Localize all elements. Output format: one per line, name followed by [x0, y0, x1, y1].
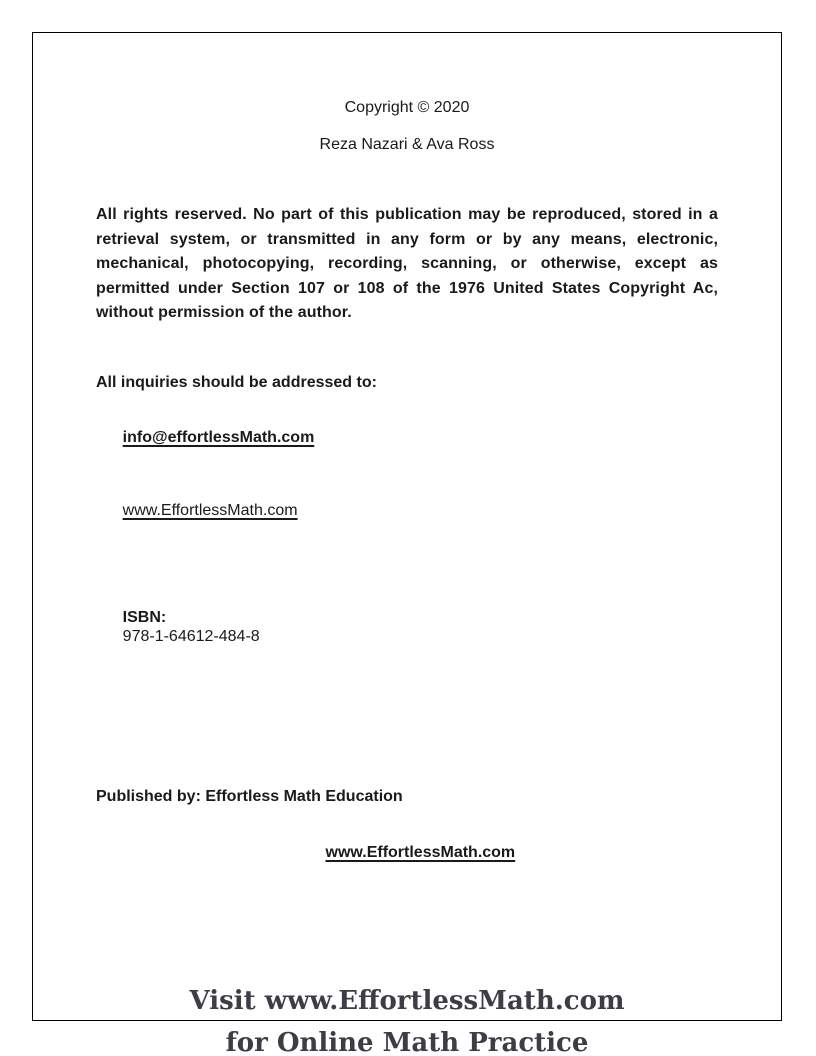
inquiries-label: All inquiries should be addressed to:	[96, 373, 377, 391]
isbn-line	[96, 589, 718, 665]
website-link[interactable]: www.EffortlessMath.com	[122, 501, 298, 519]
email-line	[96, 409, 718, 466]
publisher-website-link[interactable]: www.EffortlessMath.com	[325, 843, 516, 861]
isbn-label: ISBN:	[122, 608, 167, 626]
page-border	[32, 32, 782, 1056]
footer-promo-line1: Visit www.EffortlessMath.com	[189, 985, 625, 1016]
publisher-website-line	[96, 824, 718, 881]
footer-promo-line2: for Online Math Practice	[225, 1027, 589, 1056]
email-link[interactable]: info@effortlessMath.com	[122, 428, 315, 446]
published-by-line: Published by: Effortless Math Education	[96, 787, 403, 805]
isbn-value: 978-1-64612-484-8	[122, 627, 260, 645]
copyright-line: Copyright © 2020	[344, 99, 470, 116]
authors-line: Reza Nazari & Ava Ross	[319, 136, 495, 153]
website-line	[96, 482, 718, 539]
rights-paragraph: All rights reserved. No part of this publication may be reproduced, stored in a retrieval system, or transmitted in any form or by any means, electronic, mechanical, photocopying, recording, scanning, or otherwise, except as permitted under Section 107 or 108 of the 1976 United States Copyright Ac, without permission of the author.	[96, 206, 723, 322]
